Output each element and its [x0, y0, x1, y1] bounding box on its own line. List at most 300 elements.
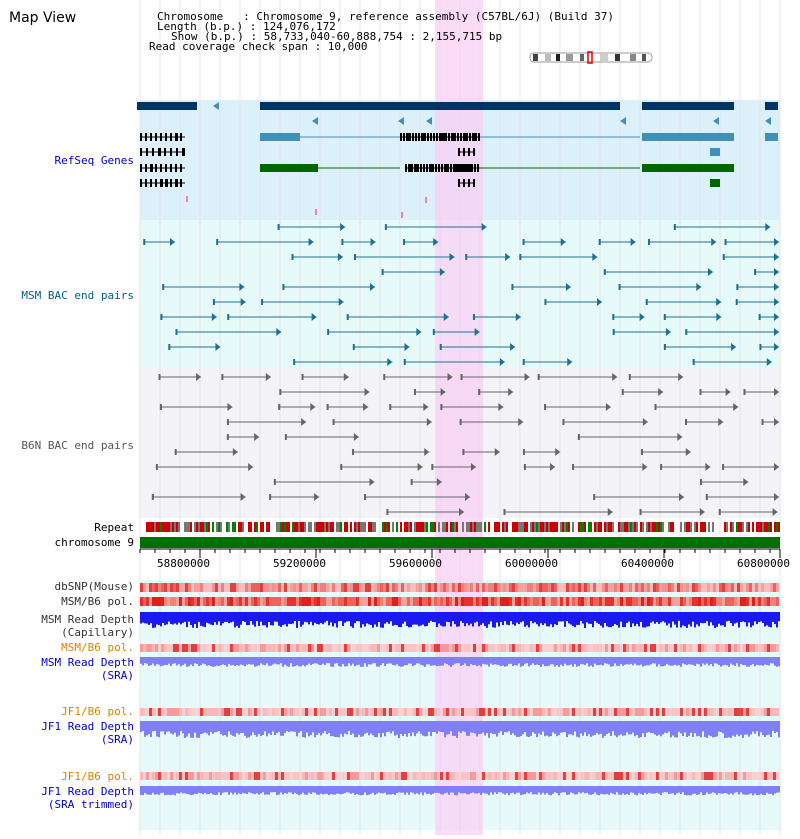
polymorphism-heat-cell	[287, 644, 290, 652]
polymorphism-heat-cell	[191, 597, 194, 606]
read-depth-bar	[460, 721, 462, 733]
track-label-msm_b6_pol2[interactable]: MSM/B6 pol.	[61, 641, 134, 654]
b6n-bac-end-marker	[159, 374, 161, 380]
polymorphism-heat-cell	[497, 583, 500, 592]
msm-bac-end-marker	[619, 284, 621, 290]
polymorphism-heat-cell	[527, 708, 530, 716]
track-label-dbsnp[interactable]: dbSNP(Mouse)	[54, 580, 134, 593]
polymorphism-heat-cell	[434, 644, 437, 652]
read-depth-bar	[576, 612, 578, 625]
gene-exon	[432, 164, 434, 172]
polymorphism-heat-cell	[764, 708, 767, 716]
polymorphism-heat-cell	[320, 583, 323, 592]
track-label-msm_depth_cap[interactable]: MSM Read Depth (Capillary)	[41, 613, 134, 639]
polymorphism-heat-cell	[461, 644, 464, 652]
read-depth-bar	[418, 612, 420, 626]
polymorphism-heat-cell	[674, 644, 677, 652]
polymorphism-heat-cell	[362, 597, 365, 606]
msm-bac-end-marker	[160, 314, 162, 320]
polymorphism-heat-cell	[260, 597, 263, 606]
read-depth-bar	[750, 786, 752, 793]
polymorphism-heat-cell	[569, 644, 572, 652]
read-depth-bar	[446, 786, 448, 793]
read-depth-bar	[632, 657, 634, 665]
read-depth-bar	[142, 657, 144, 665]
read-depth-bar	[186, 612, 188, 627]
read-depth-bar	[560, 786, 562, 793]
gene-exon	[450, 164, 452, 172]
read-depth-bar	[384, 721, 386, 736]
read-depth-bar	[698, 657, 700, 664]
polymorphism-heat-cell	[143, 772, 146, 780]
polymorphism-heat-cell	[377, 708, 380, 716]
read-depth-bar	[536, 721, 538, 737]
polymorphism-heat-cell	[380, 708, 383, 716]
polymorphism-heat-cell	[665, 772, 668, 780]
read-depth-bar	[186, 657, 188, 667]
read-depth-bar	[576, 657, 578, 667]
repeat-element	[226, 522, 228, 532]
repeat-element	[670, 522, 672, 532]
gene-exon	[415, 133, 417, 141]
read-depth-bar	[526, 612, 528, 625]
polymorphism-heat-cell	[461, 772, 464, 780]
read-depth-bar	[396, 657, 398, 664]
track-label-jf1_depth_trim[interactable]: JF1 Read Depth (SRA trimmed)	[41, 785, 134, 811]
read-depth-bar	[734, 721, 736, 737]
polymorphism-heat-cell	[593, 597, 596, 606]
read-depth-bar	[536, 612, 538, 624]
read-depth-bar	[250, 612, 252, 621]
read-depth-bar	[494, 612, 496, 628]
read-depth-bar	[722, 721, 724, 733]
repeat-element	[732, 522, 734, 532]
read-depth-bar	[426, 612, 428, 626]
polymorphism-heat-cell	[188, 644, 191, 652]
read-depth-bar	[438, 657, 440, 666]
polymorphism-heat-cell	[221, 644, 224, 652]
b6n-bac-end-marker	[383, 374, 385, 380]
polymorphism-heat-cell	[527, 644, 530, 652]
read-depth-bar	[340, 612, 342, 621]
read-depth-bar	[512, 657, 514, 666]
track-label-b6n-bac[interactable]: B6N BAC end pairs	[21, 439, 134, 452]
read-depth-bar	[492, 657, 494, 665]
read-depth-bar	[332, 612, 334, 626]
read-depth-bar	[434, 786, 436, 793]
read-depth-bar	[374, 612, 376, 624]
gene-marker	[186, 196, 188, 202]
polymorphism-heat-cell	[140, 583, 143, 592]
read-depth-bar	[584, 657, 586, 665]
polymorphism-heat-cell	[416, 644, 419, 652]
polymorphism-heat-cell	[524, 708, 527, 716]
read-depth-bar	[662, 721, 664, 734]
polymorphism-heat-cell	[635, 583, 638, 592]
read-depth-bar	[678, 786, 680, 793]
polymorphism-heat-cell	[158, 708, 161, 716]
polymorphism-heat-cell	[191, 583, 194, 592]
polymorphism-heat-cell	[440, 708, 443, 716]
polymorphism-heat-cell	[287, 597, 290, 606]
read-depth-bar	[478, 657, 480, 665]
polymorphism-heat-cell	[557, 644, 560, 652]
repeat-element	[518, 522, 520, 532]
polymorphism-heat-cell	[641, 597, 644, 606]
polymorphism-heat-cell	[257, 644, 260, 652]
polymorphism-heat-cell	[530, 644, 533, 652]
repeat-element	[552, 522, 554, 532]
polymorphism-heat-cell	[635, 597, 638, 606]
polymorphism-heat-cell	[452, 597, 455, 606]
polymorphism-heat-cell	[329, 583, 332, 592]
read-depth-bar	[724, 612, 726, 627]
read-depth-bar	[346, 721, 348, 734]
polymorphism-heat-cell	[284, 644, 287, 652]
read-depth-bar	[262, 657, 264, 665]
repeat-element	[748, 522, 750, 532]
read-depth-bar	[474, 612, 476, 623]
polymorphism-heat-cell	[728, 583, 731, 592]
polymorphism-heat-cell	[419, 644, 422, 652]
read-depth-bar	[322, 721, 324, 733]
read-depth-bar	[284, 657, 286, 665]
polymorphism-heat-cell	[506, 597, 509, 606]
read-depth-bar	[188, 786, 190, 794]
read-depth-bar	[220, 657, 222, 665]
read-depth-bar	[456, 612, 458, 627]
gene-exon	[435, 164, 437, 172]
polymorphism-heat-cell	[248, 583, 251, 592]
gene-exon	[145, 179, 147, 187]
polymorphism-heat-cell	[659, 597, 662, 606]
polymorphism-heat-cell	[167, 772, 170, 780]
polymorphism-heat-cell	[359, 708, 362, 716]
polymorphism-heat-cell	[704, 644, 707, 652]
polymorphism-heat-cell	[299, 708, 302, 716]
polymorphism-heat-cell	[566, 644, 569, 652]
read-depth-bar	[322, 657, 324, 664]
read-depth-bar	[382, 657, 384, 663]
polymorphism-heat-cell	[566, 597, 569, 606]
read-depth-bar	[394, 657, 396, 665]
polymorphism-heat-cell	[143, 583, 146, 592]
gene-exon	[439, 133, 442, 141]
repeat-element	[696, 522, 698, 532]
polymorphism-heat-cell	[311, 644, 314, 652]
msm-bac-end-marker	[404, 359, 406, 365]
polymorphism-heat-cell	[248, 597, 251, 606]
polymorphism-heat-cell	[743, 772, 746, 780]
polymorphism-heat-cell	[536, 644, 539, 652]
read-depth-bar	[652, 657, 654, 663]
read-depth-bar	[372, 721, 374, 735]
repeat-element	[434, 522, 436, 532]
read-depth-bar	[510, 786, 512, 793]
b6n-bac-end-marker	[578, 434, 580, 440]
gene-exon	[165, 133, 167, 141]
polymorphism-heat-cell	[266, 597, 269, 606]
polymorphism-heat-cell	[233, 772, 236, 780]
track-label-refseq-genes[interactable]: RefSeq Genes	[54, 154, 134, 167]
read-depth-bar	[660, 657, 662, 666]
polymorphism-heat-cell	[251, 644, 254, 652]
read-depth-bar	[594, 786, 596, 792]
gene-exon	[427, 133, 429, 141]
read-depth-bar	[542, 786, 544, 793]
polymorphism-heat-cell	[626, 597, 629, 606]
read-depth-bar	[236, 612, 238, 626]
track-label-jf1_depth_sra[interactable]: JF1 Read Depth (SRA)	[41, 720, 134, 746]
read-depth-bar	[580, 612, 582, 621]
polymorphism-heat-cell	[191, 644, 194, 652]
repeat-element	[344, 522, 346, 532]
read-depth-bar	[320, 612, 322, 623]
read-depth-bar	[724, 657, 726, 665]
read-depth-bar	[216, 657, 218, 666]
read-depth-bar	[320, 657, 322, 665]
read-depth-bar	[640, 786, 642, 794]
repeat-element	[330, 522, 332, 532]
read-depth-bar	[340, 721, 342, 734]
read-depth-bar	[676, 657, 678, 666]
polymorphism-heat-cell	[161, 597, 164, 606]
polymorphism-heat-cell	[500, 772, 503, 780]
read-depth-bar	[494, 721, 496, 734]
read-depth-bar	[240, 612, 242, 625]
b6n-bac-end-marker	[285, 434, 287, 440]
track-label-msm_b6_pol[interactable]: MSM/B6 pol.	[61, 595, 134, 608]
read-depth-bar	[376, 612, 378, 627]
read-depth-bar	[502, 612, 504, 625]
polymorphism-heat-cell	[356, 597, 359, 606]
polymorphism-heat-cell	[545, 583, 548, 592]
read-depth-bar	[484, 786, 486, 793]
b6n-bac-end-marker	[593, 494, 595, 500]
repeat-element	[414, 522, 416, 532]
track-label-msm-bac[interactable]: MSM BAC end pairs	[21, 289, 134, 302]
repeat-element	[630, 522, 632, 532]
read-depth-bar	[248, 657, 250, 664]
polymorphism-heat-cell	[164, 772, 167, 780]
read-depth-bar	[186, 721, 188, 737]
read-depth-bar	[192, 657, 194, 666]
read-depth-bar	[302, 612, 304, 625]
polymorphism-heat-cell	[593, 772, 596, 780]
read-depth-bar	[312, 721, 314, 732]
b6n-bac-end-marker	[175, 449, 177, 455]
polymorphism-heat-cell	[497, 644, 500, 652]
read-depth-bar	[332, 657, 334, 667]
read-depth-bar	[528, 612, 530, 627]
polymorphism-heat-cell	[488, 597, 491, 606]
msm-bac-end-marker	[523, 359, 525, 365]
polymorphism-heat-cell	[569, 708, 572, 716]
gene-exon	[155, 164, 157, 172]
track-label-jf1_b6_pol[interactable]: JF1/B6 pol.	[61, 705, 134, 718]
read-depth-bar	[740, 612, 742, 622]
polymorphism-heat-cell	[602, 708, 605, 716]
polymorphism-heat-cell	[338, 644, 341, 652]
read-depth-bar	[514, 721, 516, 735]
read-depth-bar	[236, 657, 238, 665]
polymorphism-heat-cell	[275, 772, 278, 780]
read-depth-bar	[280, 612, 282, 627]
repeat-element	[262, 522, 264, 532]
read-depth-bar	[364, 657, 366, 663]
gene-exon	[451, 133, 454, 141]
gene-block	[765, 133, 778, 141]
read-depth-bar	[310, 657, 312, 665]
read-depth-bar	[306, 721, 308, 733]
polymorphism-heat-cell	[275, 597, 278, 606]
read-depth-bar	[538, 657, 540, 665]
read-depth-bar	[558, 612, 560, 621]
polymorphism-heat-cell	[431, 772, 434, 780]
read-depth-bar	[334, 657, 336, 664]
read-depth-bar	[252, 786, 254, 794]
repeat-element	[168, 522, 170, 532]
polymorphism-heat-cell	[278, 644, 281, 652]
repeat-element	[568, 522, 570, 532]
read-depth-bar	[172, 721, 174, 734]
read-depth-bar	[680, 786, 682, 794]
track-label-msm_depth_sra[interactable]: MSM Read Depth (SRA)	[41, 656, 134, 682]
read-depth-bar	[504, 612, 506, 621]
read-depth-bar	[212, 786, 214, 794]
polymorphism-heat-cell	[365, 708, 368, 716]
repeat-element	[626, 522, 628, 532]
polymorphism-heat-cell	[275, 583, 278, 592]
polymorphism-heat-cell	[650, 708, 653, 716]
read-depth-bar	[146, 786, 148, 794]
msm-bac-end-marker	[664, 344, 666, 350]
read-depth-bar	[612, 657, 614, 666]
read-depth-bar	[394, 721, 396, 736]
polymorphism-heat-cell	[245, 644, 248, 652]
read-depth-bar	[370, 721, 372, 734]
repeat-element	[354, 522, 356, 532]
polymorphism-heat-cell	[242, 772, 245, 780]
read-depth-bar	[434, 612, 436, 622]
polymorphism-heat-cell	[749, 583, 752, 592]
read-depth-bar	[222, 612, 224, 623]
read-depth-bar	[532, 612, 534, 623]
read-depth-bar	[530, 612, 532, 621]
read-depth-bar	[534, 612, 536, 622]
msm-bac-end-marker	[385, 224, 387, 230]
ideogram-band	[642, 54, 646, 61]
polymorphism-heat-cell	[662, 597, 665, 606]
polymorphism-heat-cell	[140, 772, 143, 780]
polymorphism-heat-cell	[719, 583, 722, 592]
b6n-bac-end-marker	[524, 464, 526, 470]
read-depth-bar	[146, 721, 148, 735]
polymorphism-heat-cell	[296, 583, 299, 592]
b6n-bac-end-marker	[274, 479, 276, 485]
polymorphism-heat-cell	[728, 644, 731, 652]
polymorphism-heat-cell	[173, 583, 176, 592]
polymorphism-heat-cell	[179, 772, 182, 780]
read-depth-bar	[618, 786, 620, 795]
polymorphism-heat-cell	[215, 583, 218, 592]
polymorphism-heat-cell	[188, 708, 191, 716]
polymorphism-heat-cell	[437, 583, 440, 592]
repeat-element	[416, 522, 418, 532]
read-depth-bar	[688, 786, 690, 795]
repeat-element	[496, 522, 498, 532]
b6n-bac-end-marker	[660, 464, 662, 470]
read-depth-bar	[702, 786, 704, 795]
read-depth-bar	[368, 786, 370, 795]
read-depth-bar	[554, 657, 556, 667]
polymorphism-heat-cell	[329, 644, 332, 652]
read-depth-bar	[342, 657, 344, 664]
read-depth-bar	[650, 657, 652, 664]
polymorphism-heat-cell	[341, 772, 344, 780]
read-depth-bar	[434, 657, 436, 665]
read-depth-bar	[344, 786, 346, 793]
polymorphism-heat-cell	[158, 597, 161, 606]
polymorphism-heat-cell	[365, 772, 368, 780]
read-depth-bar	[748, 612, 750, 622]
polymorphism-heat-cell	[347, 644, 350, 652]
read-depth-bar	[544, 786, 546, 794]
polymorphism-heat-cell	[224, 644, 227, 652]
read-depth-bar	[156, 657, 158, 664]
b6n-bac-end-marker	[722, 464, 724, 470]
repeat-element	[704, 522, 706, 532]
repeat-element	[598, 522, 600, 532]
read-depth-bar	[498, 612, 500, 627]
gene-exon	[441, 164, 443, 172]
polymorphism-heat-cell	[170, 644, 173, 652]
track-label-jf1_b6_pol2[interactable]: JF1/B6 pol.	[61, 770, 134, 783]
repeat-element	[476, 522, 478, 532]
read-depth-bar	[350, 721, 352, 735]
polymorphism-heat-cell	[542, 708, 545, 716]
read-depth-bar	[378, 721, 380, 733]
read-depth-bar	[438, 786, 440, 793]
gene-exon	[426, 164, 428, 172]
read-depth-bar	[660, 721, 662, 736]
repeat-element	[542, 522, 544, 532]
polymorphism-heat-cell	[632, 772, 635, 780]
read-depth-bar	[710, 612, 712, 622]
read-depth-bar	[354, 612, 356, 623]
read-depth-bar	[272, 612, 274, 625]
read-depth-bar	[368, 612, 370, 624]
polymorphism-heat-cell	[251, 708, 254, 716]
gene-exon	[471, 164, 473, 172]
read-depth-bar	[352, 612, 354, 628]
read-depth-bar	[602, 786, 604, 794]
repeat-element	[680, 522, 682, 532]
polymorphism-heat-cell	[728, 708, 731, 716]
read-depth-bar	[452, 721, 454, 736]
read-depth-bar	[692, 721, 694, 737]
polymorphism-heat-cell	[365, 597, 368, 606]
msm-bac-end-marker	[723, 254, 725, 260]
polymorphism-heat-cell	[737, 772, 740, 780]
polymorphism-heat-cell	[551, 583, 554, 592]
read-depth-bar	[594, 657, 596, 664]
gene-exon	[150, 133, 152, 141]
polymorphism-heat-cell	[713, 772, 716, 780]
polymorphism-heat-cell	[611, 583, 614, 592]
polymorphism-heat-cell	[686, 583, 689, 592]
read-depth-bar	[686, 612, 688, 628]
